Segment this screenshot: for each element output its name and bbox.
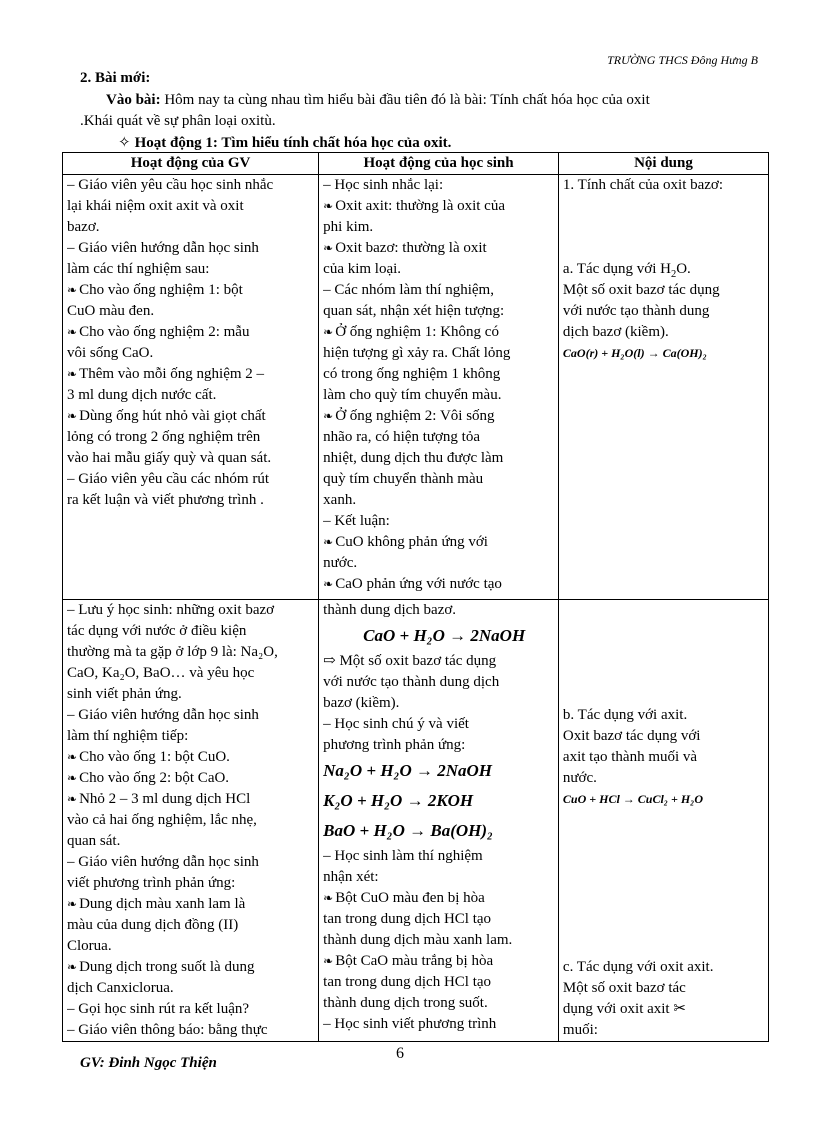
text-line: tác dụng với nước ở điều kiện [67, 623, 247, 639]
text-line: thành dung dịch trong suốt. [323, 995, 488, 1011]
row2-hs-cell [319, 600, 559, 1042]
text-line: lại khái niệm oxit axit và oxit [67, 198, 244, 214]
nd-c-line: Một số oxit bazơ tác [562, 980, 686, 996]
text-line: ❧ Thêm vào mỗi ống nghiệm 2 – [67, 366, 265, 382]
nd-b-line: nước. [562, 770, 597, 786]
text-line: ❧ Ở ống nghiệm 2: Vôi sống [323, 408, 495, 424]
school-name: TRƯỜNG THCS Đông Hưng B [607, 53, 758, 67]
bullet-icon: ❧ [67, 283, 78, 297]
text-line: ❧ Cho vào ống nghiệm 2: mẫu [67, 324, 250, 340]
text-line: – Gọi học sinh rút ra kết luận? [67, 1001, 250, 1017]
nd-a-line: dịch bazơ (kiềm). [562, 324, 669, 340]
lesson-table [62, 152, 769, 1042]
text-line: ❧ Bột CuO màu đen bị hòa [323, 890, 485, 906]
text-line: phi kim. [323, 219, 374, 235]
hs-line: bazơ (kiềm). [323, 695, 400, 711]
nd-b-line: b. Tác dụng với axit. [562, 707, 688, 723]
bullet-icon: ❧ [67, 325, 78, 339]
text-line: – Giáo viên yêu cầu học sinh nhắc [67, 177, 274, 193]
text-line: dịch Canxiclorua. [67, 980, 174, 996]
text-line: – Giáo viên yêu cầu các nhóm rút [67, 471, 270, 487]
bullet-icon: ❧ [67, 409, 78, 423]
intro-paragraph [80, 90, 770, 132]
text-line: – Kết luận: [323, 513, 390, 529]
text-line: – Lưu ý học sinh: những oxit bazơ [67, 602, 275, 618]
row1-gv-cell [63, 175, 319, 600]
text-line: – Học sinh làm thí nghiệm [323, 848, 483, 864]
text-line: ❧ Dùng ống hút nhỏ vài giọt chất [67, 408, 266, 424]
hs-line: phương trình phản ứng: [323, 737, 466, 753]
text-line: thành dung dịch màu xanh lam. [323, 932, 513, 948]
lesson-heading: 2. Bài mới: [80, 70, 151, 86]
bullet-icon: ❧ [67, 792, 78, 806]
text-line: ❧ Ở ống nghiệm 1: Không có [323, 324, 499, 340]
text-line: ❧ Oxit bazơ: thường là oxit [323, 240, 487, 256]
nd-c-line: muối: [562, 1022, 598, 1038]
text-line: có trong ống nghiệm 1 không [323, 366, 501, 382]
bullet-icon: ❧ [323, 891, 334, 905]
bullet-icon: ❧ [67, 367, 78, 381]
nd-b-line: axit tạo thành muối và [562, 749, 698, 765]
text-line: ❧ Cho vào ống 1: bột CuO. [67, 749, 230, 765]
intro-text-2: .Khái quát về sự phân loại oxitù. [80, 113, 276, 129]
bullet-icon: ❧ [67, 960, 78, 974]
text-line: – Giáo viên hướng dẫn học sinh [67, 707, 259, 723]
text-line: nhiệt, dung dịch thu được làm [323, 450, 504, 466]
text-line: – Học sinh viết phương trình [323, 1016, 497, 1032]
text-line: ❧ Nhỏ 2 – 3 ml dung dịch HCl [67, 791, 251, 807]
text-line: màu của dung dịch đồng (II) [67, 917, 239, 933]
intro-text: Hôm nay ta cùng nhau tìm hiểu bài đầu tiên đó là bài: Tính chất hóa học của oxit [160, 92, 650, 108]
activity-title [118, 133, 451, 152]
text-line: của kim loại. [323, 261, 402, 277]
row1-hs-cell [319, 175, 559, 600]
text-line: hiện tượng gì xảy ra. Chất lỏng [323, 345, 511, 361]
text-line: làm thí nghiệm tiếp: [67, 728, 189, 744]
text-line: ❧ Bột CaO màu trắng bị hòa [323, 953, 494, 969]
text-line: xanh. [323, 492, 357, 508]
table-row [63, 175, 769, 600]
hs-line: với nước tạo thành dung dịch [323, 674, 500, 690]
text-line: – Học sinh nhắc lại: [323, 177, 444, 193]
text-line: nước. [323, 555, 358, 571]
bullet-icon: ❧ [323, 535, 334, 549]
text-line: ❧ Oxit axit: thường là oxit của [323, 198, 506, 214]
nd-c-line: dụng với oxit axit ✂ [562, 1001, 686, 1017]
text-line: ra kết luận và viết phương trình . [67, 492, 264, 508]
nd-a-line: Một số oxit bazơ tác dụng [562, 282, 720, 298]
hs-line: – Học sinh chú ý và viết [323, 716, 469, 732]
header-nd: Nội dung [558, 153, 768, 175]
text-line: CaO, Ka₂O, BaO… và yêu học [67, 665, 255, 681]
text-line: nhận xét: [323, 869, 379, 885]
text-line: làm các thí nghiệm sau: [67, 261, 210, 277]
text-line: bazơ. [67, 219, 100, 235]
text-line: Clorua. [67, 938, 112, 954]
text-line: quỳ tím chuyển thành màu [323, 471, 484, 487]
nd-b-equation: CuO + HCl → CuCl₂ + H₂O [562, 792, 703, 806]
intro-label: Vào bài: [106, 92, 161, 108]
text-line: – Giáo viên hướng dẫn học sinh [67, 854, 259, 870]
hs-line: ⇨ Một số oxit bazơ tác dụng [323, 653, 497, 669]
table-header-row [63, 153, 769, 175]
bullet-icon: ❧ [67, 897, 78, 911]
teacher-name: GV: Đinh Ngọc Thiện [80, 1055, 217, 1071]
hs-line: thành dung dịch bazơ. [323, 602, 457, 618]
text-line: làm cho quỳ tím chuyển màu. [323, 387, 502, 403]
bullet-icon: ❧ [67, 750, 78, 764]
bullet-icon: ❧ [323, 199, 334, 213]
text-line: ❧ CuO không phản ứng với [323, 534, 488, 550]
nd-a-equation: CaO(r) + H₂O(l) → Ca(OH)₂ [562, 346, 707, 360]
nd-b-line: Oxit bazơ tác dụng với [562, 728, 701, 744]
text-line: quan sát. [67, 833, 121, 849]
text-line: ❧ Dung dịch màu xanh lam là [67, 896, 246, 912]
nd-a-heading: a. Tác dụng với $H_2O$. [562, 261, 691, 280]
text-line: lỏng có trong 2 ống nghiệm trên [67, 429, 261, 445]
table-row [63, 600, 769, 1042]
text-line: nhão ra, có hiện tượng tỏa [323, 429, 481, 445]
text-line: vào cả hai ống nghiệm, lắc nhẹ, [67, 812, 257, 828]
text-line: ❧ Cho vào ống nghiệm 1: bột [67, 282, 243, 298]
header-hs: Hoạt động của học sinh [319, 153, 559, 175]
text-line: – Giáo viên hướng dẫn học sinh [67, 240, 259, 256]
bullet-icon: ❧ [323, 577, 334, 591]
text-line: CuO màu đen. [67, 303, 155, 319]
text-line: quan sát, nhận xét hiện tượng: [323, 303, 505, 319]
bullet-icon: ❧ [323, 954, 334, 968]
nd-a-line: với nước tạo thành dung [562, 303, 710, 319]
text-line: viết phương trình phản ứng: [67, 875, 236, 891]
text-line: vôi sống CaO. [67, 345, 154, 361]
bullet-icon: ❧ [323, 409, 334, 423]
hs-equation-1: CaO + H₂O → 2NaOH [363, 626, 526, 645]
bullet-icon: ❧ [323, 241, 334, 255]
text-line: tan trong dung dịch HCl tạo [323, 911, 492, 927]
header-gv: Hoạt động của GV [63, 153, 319, 175]
page-number: 6 [396, 1045, 404, 1062]
text-line: ❧ Dung dịch trong suốt là dung [67, 959, 255, 975]
text-line: ❧ Cho vào ống 2: bột CaO. [67, 770, 230, 786]
hs-equation-4: BaO + H₂O → Ba(OH)₂ [323, 821, 493, 840]
text-line: sinh viết phản ứng. [67, 686, 182, 702]
text-line: 3 ml dung dịch nước cất. [67, 387, 217, 403]
row2-gv-cell [63, 600, 319, 1042]
row2-nd-cell [558, 600, 768, 1042]
activity-title-text: Hoạt động 1: Tìm hiểu tính chất hóa học của oxit. [134, 135, 452, 151]
text-line: thường mà ta gặp ở lớp 9 là: Na₂O, [67, 644, 278, 660]
bullet-icon: ❧ [323, 325, 334, 339]
nd-title: 1. Tính chất của oxit bazơ: [562, 177, 724, 193]
row1-nd-cell [558, 175, 768, 600]
text-line: tan trong dung dịch HCl tạo [323, 974, 492, 990]
hs-equation-2: Na₂O + H₂O → 2NaOH [323, 761, 493, 780]
nd-c-line: c. Tác dụng với oxit axit. [562, 959, 714, 975]
hs-equation-3: K₂O + H₂O → 2KOH [323, 791, 474, 810]
diamond-icon: ✧ [118, 135, 131, 151]
bullet-icon: ❧ [67, 771, 78, 785]
text-line: ❧ CaO phản ứng với nước tạo [323, 576, 502, 592]
text-line: – Giáo viên thông báo: bằng thực [67, 1022, 268, 1038]
text-line: vào hai mẫu giấy quỳ và quan sát. [67, 450, 272, 466]
text-line: – Các nhóm làm thí nghiệm, [323, 282, 494, 298]
